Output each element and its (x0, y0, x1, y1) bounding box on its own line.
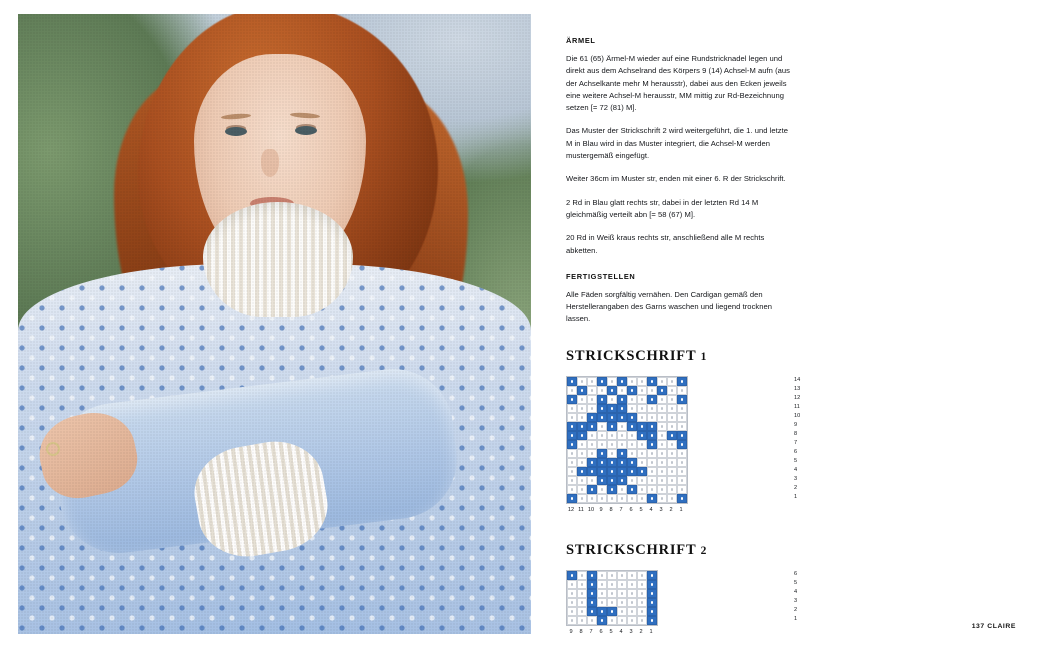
chart-cell (627, 485, 637, 494)
chart-cell (597, 598, 607, 607)
chart-cell (607, 485, 617, 494)
chart-column-number: 9 (599, 506, 603, 513)
chart-cell (677, 422, 687, 431)
chart-cell (577, 413, 587, 422)
chart-cell (577, 386, 587, 395)
chart-cell (567, 404, 577, 413)
chart-row-number: 7 (794, 439, 798, 446)
eye-right (295, 126, 317, 135)
chart-column-number: 3 (659, 506, 663, 513)
chart-cell (637, 476, 647, 485)
chart-cell (607, 431, 617, 440)
chart-cell (587, 476, 597, 485)
chart-cell (597, 449, 607, 458)
chart-cell (647, 386, 657, 395)
chart-cell (577, 422, 587, 431)
chart-cell (577, 377, 587, 386)
chart-cell (607, 494, 617, 503)
chart-row-number: 11 (794, 403, 800, 410)
chart-row-number: 9 (794, 421, 798, 428)
chart-cell (677, 431, 687, 440)
chart-cell (607, 571, 617, 580)
chart-cell (627, 589, 637, 598)
chart-row-number: 8 (794, 430, 798, 437)
chart-cell (567, 494, 577, 503)
chart-cell (637, 404, 647, 413)
chart-cell (617, 598, 627, 607)
chart-cell (567, 377, 577, 386)
chart-2-title-number: 2 (700, 544, 708, 557)
paragraph-4: 2 Rd in Blau glatt rechts str, dabei in der letzten Rd 14 M gleichmäßig verteilt abn [= 58 (67) M]. (566, 197, 759, 219)
chart-cell (637, 440, 647, 449)
chart-row-numbers (791, 376, 800, 502)
chart-cell (577, 571, 587, 580)
chart-cell (567, 467, 577, 476)
chart-column-number: 6 (629, 506, 633, 513)
chart-cell (587, 598, 597, 607)
chart-cell (597, 422, 607, 431)
chart-cell (627, 404, 637, 413)
chart-cell (567, 589, 577, 598)
chart-cell (647, 440, 657, 449)
chart-cell (587, 404, 597, 413)
paragraph-5: 20 Rd in Weiß kraus rechts str, anschließend alle M rechts abketten. (566, 233, 765, 255)
chart-1-title (566, 348, 791, 365)
chart-cell (647, 449, 657, 458)
chart-cell (597, 440, 607, 449)
chart-cell (597, 571, 607, 580)
chart-cell (577, 485, 587, 494)
chart-cell (637, 431, 647, 440)
chart-cell (567, 616, 577, 625)
chart-row-number: 2 (794, 484, 798, 491)
chart-cell (617, 404, 627, 413)
chart-cell (677, 404, 687, 413)
chart-cell (597, 458, 607, 467)
chart-cell (607, 589, 617, 598)
chart-cell (577, 607, 587, 616)
chart-cell (677, 467, 687, 476)
eye-left (225, 127, 247, 136)
chart-1-title-text: STRICKSCHRIFT (566, 347, 697, 364)
chart-cell (567, 571, 577, 580)
chart-cell (597, 616, 607, 625)
chart-cell (587, 386, 597, 395)
chart-1-block (566, 347, 801, 514)
chart-column-number: 11 (578, 506, 584, 513)
chart-cell (587, 494, 597, 503)
chart-cell (577, 395, 587, 404)
chart-cell (607, 458, 617, 467)
chart-cell (587, 485, 597, 494)
chart-cell (667, 395, 677, 404)
cardigan-collar (203, 202, 353, 317)
chart-1-title-number: 1 (700, 350, 708, 363)
chart-cell (627, 449, 637, 458)
chart-cell (627, 422, 637, 431)
chart-cell (587, 607, 597, 616)
chart-cell (617, 458, 627, 467)
chart-cell (597, 431, 607, 440)
chart-column-number: 5 (639, 506, 643, 513)
chart-cell (637, 607, 647, 616)
chart-cell (657, 494, 667, 503)
chart-row-number: 5 (794, 457, 798, 464)
chart-row-number: 13 (794, 385, 801, 392)
chart-row-number: 14 (794, 376, 801, 383)
chart-cell (617, 616, 627, 625)
chart-cell (677, 440, 687, 449)
chart-cell (637, 422, 647, 431)
chart-cell (677, 377, 687, 386)
chart-column-number: 5 (609, 628, 613, 635)
chart-cell (647, 395, 657, 404)
chart-cell (657, 476, 667, 485)
chart-cell (587, 440, 597, 449)
chart-cell (607, 598, 617, 607)
chart-cell (587, 395, 597, 404)
chart-cell (607, 413, 617, 422)
chart-cell (657, 431, 667, 440)
chart-cell (677, 458, 687, 467)
chart-cell (567, 598, 577, 607)
chart-cell (627, 476, 637, 485)
section-heading-sleeves: ÄRMEL (566, 36, 596, 45)
chart-row-number: 12 (794, 394, 801, 401)
chart-column-number: 2 (669, 506, 673, 513)
chart-cell (647, 458, 657, 467)
chart-cell (597, 485, 607, 494)
chart-cell (617, 589, 627, 598)
chart-cell (647, 404, 657, 413)
chart-cell (657, 404, 667, 413)
chart-cell (617, 449, 627, 458)
chart-cell (677, 395, 687, 404)
chart-cell (597, 395, 607, 404)
chart-cell (667, 404, 677, 413)
chart-cell (567, 607, 577, 616)
chart-cell (667, 467, 677, 476)
chart-cell (637, 395, 647, 404)
chart-column-numbers (566, 628, 791, 636)
chart-cell (667, 440, 677, 449)
chart-cell (577, 598, 587, 607)
chart-cell (597, 404, 607, 413)
chart-cell (667, 485, 677, 494)
chart-cell (647, 589, 657, 598)
chart-cell (647, 571, 657, 580)
chart-cell (617, 431, 627, 440)
chart-cell (597, 467, 607, 476)
nose (261, 149, 279, 177)
chart-cell (617, 476, 627, 485)
chart-cell (627, 616, 637, 625)
chart-cell (637, 386, 647, 395)
chart-cell (567, 458, 577, 467)
paragraph-finishing-1: Alle Fäden sorgfältig vernähen. Den Cardigan gemäß den Herstellerangaben des Garns waschen und liegend trocknen lassen. (566, 289, 773, 324)
chart-cell (677, 476, 687, 485)
instructions-column (566, 36, 801, 636)
chart-column-number: 3 (629, 628, 633, 635)
chart-cell (597, 377, 607, 386)
chart-cell (577, 404, 587, 413)
chart-row-number: 3 (794, 475, 798, 482)
chart-row-number: 10 (794, 412, 801, 419)
chart-cell (657, 395, 667, 404)
chart-cell (647, 598, 657, 607)
chart-column-number: 9 (569, 628, 573, 635)
chart-cell (587, 467, 597, 476)
chart-cell (577, 580, 587, 589)
chart-cell (627, 395, 637, 404)
chart-row-number: 6 (794, 570, 798, 577)
chart-cell (647, 580, 657, 589)
chart-cell (647, 377, 657, 386)
chart-cell (617, 413, 627, 422)
chart-cell (607, 377, 617, 386)
chart-cell (637, 494, 647, 503)
chart-cell (647, 467, 657, 476)
chart-column-number: 8 (609, 506, 613, 513)
chart-cell (577, 431, 587, 440)
chart-cell (677, 386, 687, 395)
chart-cell (577, 467, 587, 476)
chart-cell (597, 607, 607, 616)
chart-cell (577, 589, 587, 598)
chart-row-number: 1 (794, 615, 798, 622)
chart-cell (587, 458, 597, 467)
chart-2-block (566, 541, 798, 636)
chart-column-number: 12 (567, 506, 575, 513)
chart-cell (637, 458, 647, 467)
chart-cell (577, 494, 587, 503)
chart-cell (667, 377, 677, 386)
chart-cell (567, 431, 577, 440)
chart-cell (577, 476, 587, 485)
chart-cell (667, 449, 677, 458)
chart-cell (627, 580, 637, 589)
chart-cell (607, 395, 617, 404)
chart-cell (647, 494, 657, 503)
chart-cell (627, 377, 637, 386)
chart-row-number: 5 (794, 579, 798, 586)
portrait-photo (18, 14, 531, 634)
chart-cell (627, 467, 637, 476)
chart-cell (587, 449, 597, 458)
chart-cell (577, 449, 587, 458)
chart-cell (587, 571, 597, 580)
chart-cell (617, 467, 627, 476)
chart-cell (577, 458, 587, 467)
chart-row-number: 3 (794, 597, 798, 604)
chart-cell (617, 580, 627, 589)
chart-column-number: 1 (679, 506, 683, 513)
knitting-chart-2 (566, 570, 798, 636)
chart-cell (657, 377, 667, 386)
chart-cell (617, 422, 627, 431)
chart-cell (627, 458, 637, 467)
chart-cell (677, 449, 687, 458)
chart-cell (617, 395, 627, 404)
chart-cell (567, 476, 577, 485)
chart-cell (567, 440, 577, 449)
chart-cell (637, 449, 647, 458)
chart-cell (667, 494, 677, 503)
chart-cell (607, 580, 617, 589)
chart-cell (637, 571, 647, 580)
chart-cell (657, 467, 667, 476)
chart-cell (667, 431, 677, 440)
chart-2-title-text: STRICKSCHRIFT (566, 541, 697, 558)
section-heading-finishing: FERTIGSTELLEN (566, 271, 636, 281)
chart-cell (627, 494, 637, 503)
chart-cell (657, 422, 667, 431)
chart-cell (567, 485, 577, 494)
chart-cell (607, 404, 617, 413)
chart-cell (607, 440, 617, 449)
chart-cell (567, 422, 577, 431)
chart-cell (587, 589, 597, 598)
chart-cell (627, 431, 637, 440)
chart-cell (657, 449, 667, 458)
chart-cell (627, 598, 637, 607)
chart-cell (587, 616, 597, 625)
chart-row-number: 4 (794, 466, 798, 473)
chart-cell (667, 476, 677, 485)
chart-cell (587, 422, 597, 431)
chart-row-numbers (791, 570, 797, 624)
chart-cell (617, 607, 627, 616)
knitting-chart-1 (566, 376, 801, 514)
chart-column-number: 10 (587, 506, 595, 513)
chart-cell (607, 422, 617, 431)
chart-cell (607, 616, 617, 625)
chart-cell (647, 616, 657, 625)
chart-cell (607, 467, 617, 476)
chart-cell (607, 607, 617, 616)
chart-cell (617, 571, 627, 580)
chart-cell (607, 449, 617, 458)
chart-cell (657, 386, 667, 395)
chart-cell (597, 413, 607, 422)
chart-column-number: 4 (619, 628, 623, 635)
chart-cell (657, 458, 667, 467)
chart-cell (637, 580, 647, 589)
chart-cell (647, 422, 657, 431)
chart-row-number: 6 (794, 448, 798, 455)
chart-column-number: 4 (649, 506, 653, 513)
chart-cell (647, 607, 657, 616)
chart-cell (617, 386, 627, 395)
chart-cell (637, 485, 647, 494)
chart-cell (627, 386, 637, 395)
chart-cell (627, 413, 637, 422)
chart-cell (607, 476, 617, 485)
chart-cell (617, 485, 627, 494)
chart-cell (617, 377, 627, 386)
chart-cell (657, 413, 667, 422)
paragraph-2: Das Muster der Strickschrift 2 wird weitergeführt, die 1. und letzte M in Blau wird in das Muster integriert, die Achsel-M werden mustergemäß eingefügt. (566, 126, 789, 161)
chart-cell (567, 386, 577, 395)
chart-cell (637, 377, 647, 386)
chart-cell (637, 616, 647, 625)
chart-cell (677, 413, 687, 422)
chart-cell (617, 494, 627, 503)
chart-cell (587, 377, 597, 386)
chart-cell (627, 440, 637, 449)
chart-column-number: 7 (619, 506, 623, 513)
page-folio: 137 CLAIRE (971, 623, 1016, 630)
chart-column-number: 8 (579, 628, 583, 635)
chart-column-number: 7 (589, 628, 593, 635)
chart-row-number: 1 (794, 493, 798, 500)
photo-figure (18, 14, 531, 634)
chart-cell (647, 476, 657, 485)
chart-cell (647, 431, 657, 440)
chart-column-number: 6 (599, 628, 603, 635)
chart-cell (627, 607, 637, 616)
chart-cell (567, 413, 577, 422)
chart-cell (677, 485, 687, 494)
chart-cell (607, 386, 617, 395)
chart-cell (617, 440, 627, 449)
chart-cell (597, 580, 607, 589)
chart-cell (667, 458, 677, 467)
chart-cell (657, 485, 667, 494)
chart-cell (587, 431, 597, 440)
chart-grid (566, 570, 658, 626)
chart-row-number: 4 (794, 588, 798, 595)
chart-column-numbers (566, 506, 791, 514)
chart-cell (597, 589, 607, 598)
chart-cell (637, 467, 647, 476)
chart-cell (577, 616, 587, 625)
chart-2-title (566, 542, 791, 559)
chart-cell (597, 386, 607, 395)
chart-cell (567, 395, 577, 404)
chart-cell (597, 476, 607, 485)
chart-grid (566, 376, 688, 504)
chart-cell (647, 485, 657, 494)
paragraph-3: Weiter 36cm im Muster str, enden mit einer 6. R der Strickschrift. (566, 174, 786, 184)
chart-cell (567, 449, 577, 458)
ring (46, 442, 60, 456)
chart-cell (667, 386, 677, 395)
chart-cell (677, 494, 687, 503)
chart-cell (667, 422, 677, 431)
chart-cell (637, 598, 647, 607)
chart-cell (627, 571, 637, 580)
chart-cell (637, 589, 647, 598)
chart-column-number: 1 (649, 628, 653, 635)
paragraph-1: Die 61 (65) Ärmel-M wieder auf eine Rundstricknadel legen und direkt aus dem Achselrand des Körpers 9 (14) Achsel-M aufn (aus der Achselkante mehr M herausstr), dabei aus den Ecken jeweils eine weitere Achsel-M herausstr, MM mittig zur Rd-Bezeichnung setzen [= 72 (81) M]. (566, 54, 790, 113)
chart-cell (637, 413, 647, 422)
chart-cell (657, 440, 667, 449)
chart-column-number: 2 (639, 628, 643, 635)
chart-cell (567, 580, 577, 589)
chart-cell (667, 413, 677, 422)
chart-cell (647, 413, 657, 422)
chart-row-number: 2 (794, 606, 798, 613)
chart-cell (587, 413, 597, 422)
chart-cell (577, 440, 587, 449)
chart-cell (597, 494, 607, 503)
chart-cell (587, 580, 597, 589)
